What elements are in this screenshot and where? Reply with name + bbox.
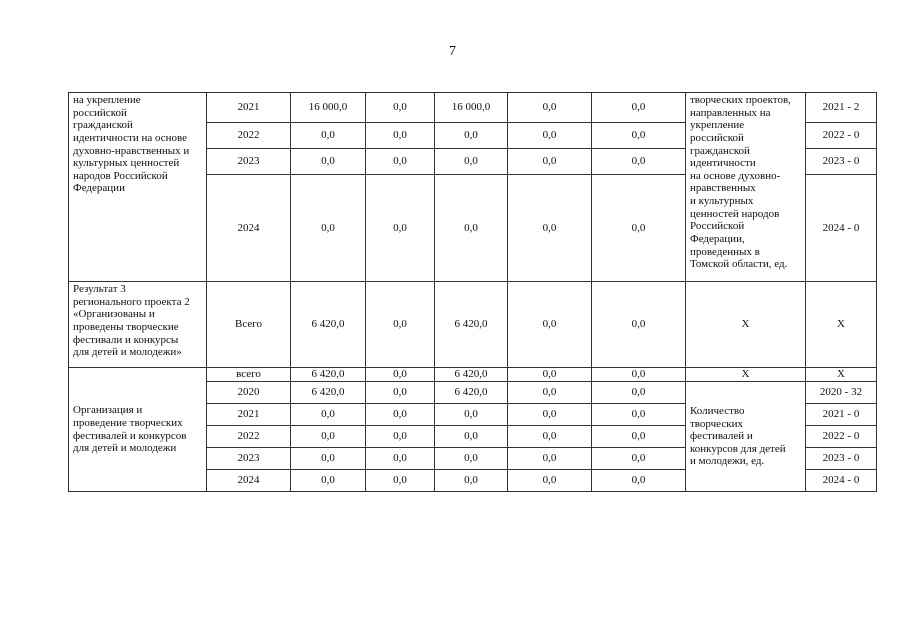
- local-budget-cell: 0,0: [508, 175, 592, 282]
- local-budget-cell: 0,0: [508, 448, 592, 470]
- federal-budget-cell: 0,0: [366, 175, 435, 282]
- indicator-description: Количество творческих фестивалей и конкурсов для детей и молодежи, ед.: [686, 382, 806, 492]
- indicator-value-cell: Х: [806, 368, 877, 382]
- local-budget-cell: 0,0: [508, 149, 592, 175]
- indicator-value-cell: 2023 - 0: [806, 149, 877, 175]
- result-description: Результат 3 регионального проекта 2 «Организованы и проведены творческие фестивали и конкурсы для детей и молодежи»: [69, 282, 207, 368]
- federal-budget-cell: 0,0: [366, 93, 435, 123]
- other-sources-cell: 0,0: [592, 404, 686, 426]
- year-cell: 2020: [207, 382, 291, 404]
- federal-budget-cell: 0,0: [366, 149, 435, 175]
- federal-budget-cell: 0,0: [366, 426, 435, 448]
- year-cell: 2021: [207, 93, 291, 123]
- indicator-value-cell: Х: [806, 282, 877, 368]
- indicator-value-cell: 2023 - 0: [806, 448, 877, 470]
- regional-budget-cell: 16 000,0: [435, 93, 508, 123]
- local-budget-cell: 0,0: [508, 93, 592, 123]
- total-amount-cell: 0,0: [291, 426, 366, 448]
- indicator-value-cell: 2021 - 0: [806, 404, 877, 426]
- local-budget-cell: 0,0: [508, 470, 592, 492]
- other-sources-cell: 0,0: [592, 448, 686, 470]
- year-cell: 2023: [207, 448, 291, 470]
- federal-budget-cell: 0,0: [366, 382, 435, 404]
- regional-budget-cell: 0,0: [435, 149, 508, 175]
- local-budget-cell: 0,0: [508, 282, 592, 368]
- year-cell: 2024: [207, 470, 291, 492]
- federal-budget-cell: 0,0: [366, 404, 435, 426]
- regional-budget-cell: 0,0: [435, 470, 508, 492]
- page-number: 7: [449, 44, 456, 59]
- other-sources-cell: 0,0: [592, 470, 686, 492]
- total-amount-cell: 6 420,0: [291, 368, 366, 382]
- other-sources-cell: 0,0: [592, 149, 686, 175]
- total-amount-cell: 0,0: [291, 149, 366, 175]
- indicator-cell: Х: [686, 368, 806, 382]
- indicator-value-cell: 2020 - 32: [806, 382, 877, 404]
- year-cell: всего: [207, 368, 291, 382]
- local-budget-cell: 0,0: [508, 426, 592, 448]
- year-cell: 2022: [207, 123, 291, 149]
- activity-description: на укрепление российской гражданской идентичности на основе духовно-нравственных и культурных ценностей народов Российской Федерации: [69, 93, 207, 282]
- total-amount-cell: 6 420,0: [291, 282, 366, 368]
- indicator-value-cell: 2021 - 2: [806, 93, 877, 123]
- total-amount-cell: 0,0: [291, 470, 366, 492]
- indicator-value-cell: 2024 - 0: [806, 470, 877, 492]
- indicator-value-cell: 2024 - 0: [806, 175, 877, 282]
- year-cell: 2022: [207, 426, 291, 448]
- activity-description: Организация и проведение творческих фестивалей и конкурсов для детей и молодежи: [69, 368, 207, 492]
- total-amount-cell: 0,0: [291, 404, 366, 426]
- local-budget-cell: 0,0: [508, 123, 592, 149]
- indicator-value-cell: 2022 - 0: [806, 426, 877, 448]
- regional-budget-cell: 0,0: [435, 175, 508, 282]
- federal-budget-cell: 0,0: [366, 368, 435, 382]
- table-row: [69, 368, 877, 382]
- year-cell: 2023: [207, 149, 291, 175]
- local-budget-cell: 0,0: [508, 404, 592, 426]
- year-cell: 2021: [207, 404, 291, 426]
- federal-budget-cell: 0,0: [366, 282, 435, 368]
- result-row: [69, 282, 877, 368]
- other-sources-cell: 0,0: [592, 282, 686, 368]
- total-amount-cell: 6 420,0: [291, 382, 366, 404]
- other-sources-cell: 0,0: [592, 368, 686, 382]
- indicator-description: творческих проектов, направленных на укрепление российской гражданской идентичности на основе духовно- нравственных и культурных ценностей народов Российской Федерации, проведенных в Томской области, ед.: [686, 93, 806, 282]
- total-amount-cell: 0,0: [291, 448, 366, 470]
- regional-budget-cell: 0,0: [435, 404, 508, 426]
- year-cell: 2024: [207, 175, 291, 282]
- total-amount-cell: 0,0: [291, 123, 366, 149]
- table-row: [69, 93, 877, 123]
- regional-budget-cell: 0,0: [435, 426, 508, 448]
- regional-budget-cell: 6 420,0: [435, 282, 508, 368]
- other-sources-cell: 0,0: [592, 426, 686, 448]
- total-amount-cell: 16 000,0: [291, 93, 366, 123]
- regional-budget-cell: 6 420,0: [435, 382, 508, 404]
- other-sources-cell: 0,0: [592, 382, 686, 404]
- regional-budget-cell: 0,0: [435, 123, 508, 149]
- other-sources-cell: 0,0: [592, 93, 686, 123]
- year-cell: Всего: [207, 282, 291, 368]
- indicator-value-cell: 2022 - 0: [806, 123, 877, 149]
- federal-budget-cell: 0,0: [366, 123, 435, 149]
- federal-budget-cell: 0,0: [366, 470, 435, 492]
- other-sources-cell: 0,0: [592, 175, 686, 282]
- budget-table: [68, 92, 877, 492]
- indicator-cell: Х: [686, 282, 806, 368]
- local-budget-cell: 0,0: [508, 368, 592, 382]
- federal-budget-cell: 0,0: [366, 448, 435, 470]
- total-amount-cell: 0,0: [291, 175, 366, 282]
- local-budget-cell: 0,0: [508, 382, 592, 404]
- other-sources-cell: 0,0: [592, 123, 686, 149]
- regional-budget-cell: 0,0: [435, 448, 508, 470]
- regional-budget-cell: 6 420,0: [435, 368, 508, 382]
